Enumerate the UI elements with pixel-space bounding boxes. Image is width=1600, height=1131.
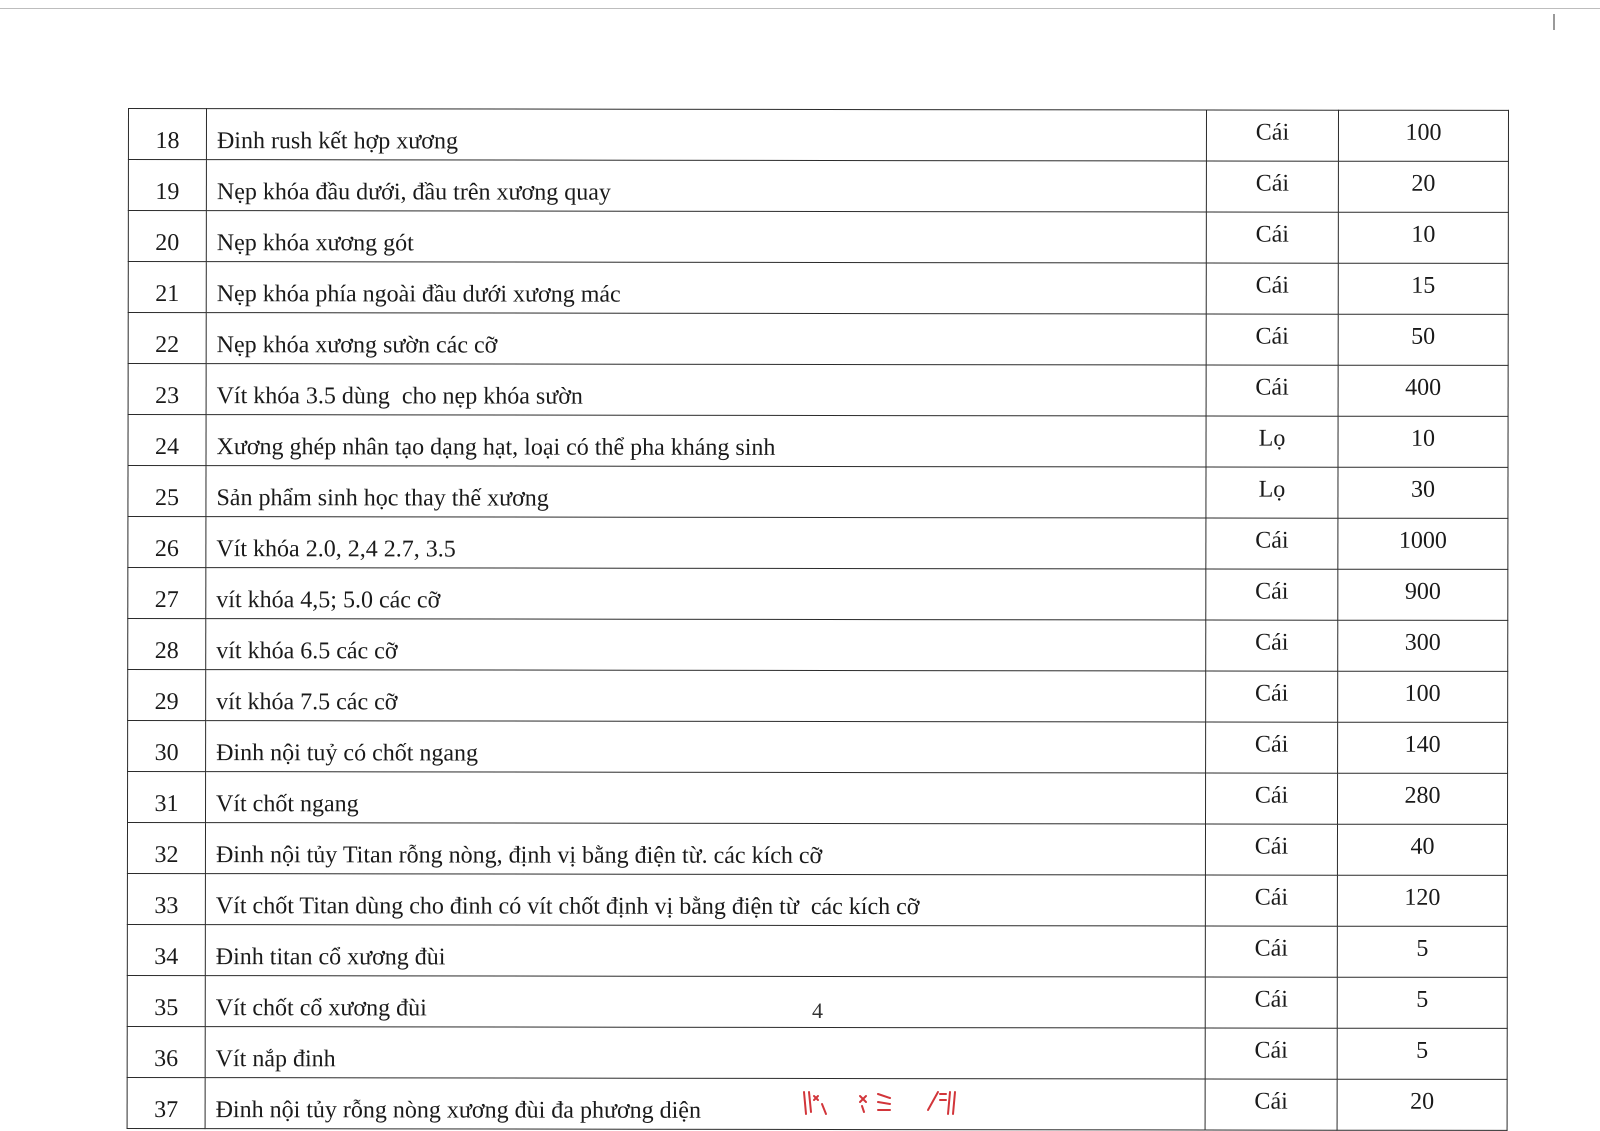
item-name: Đinh titan cổ xương đùi [205, 925, 1205, 977]
table-row [128, 313, 1508, 366]
row-number: 30 [128, 721, 206, 772]
item-unit: Cái [1205, 1079, 1337, 1130]
item-quantity: 300 [1338, 620, 1508, 671]
table-row [128, 517, 1508, 570]
item-quantity: 140 [1338, 722, 1508, 773]
row-number: 29 [128, 670, 206, 721]
item-unit: Cái [1205, 977, 1337, 1028]
row-number: 26 [128, 517, 206, 568]
item-quantity: 5 [1337, 977, 1507, 1028]
table-row [128, 364, 1508, 417]
item-unit: Cái [1206, 110, 1338, 161]
item-unit: Cái [1205, 1028, 1337, 1079]
item-name: Sản phẩm sinh học thay thế xương [206, 466, 1206, 518]
item-quantity: 10 [1338, 212, 1508, 263]
row-number: 32 [127, 823, 205, 874]
item-name: Nẹp khóa đầu dưới, đầu trên xương quay [206, 160, 1206, 212]
item-name: Đinh nội tủy Titan rỗng nòng, định vị bằng điện từ. các kích cỡ [205, 823, 1205, 875]
item-name: Vít nắp đinh [205, 1027, 1205, 1079]
row-number: 35 [127, 975, 205, 1026]
table-row [127, 1026, 1507, 1079]
item-unit: Cái [1206, 620, 1338, 671]
table-row [128, 670, 1508, 723]
table-row [128, 262, 1508, 315]
table-row [127, 823, 1507, 876]
table-row [128, 415, 1508, 468]
row-number: 25 [128, 466, 206, 517]
item-unit: Cái [1206, 722, 1338, 773]
item-quantity: 100 [1338, 110, 1508, 161]
row-number: 18 [128, 109, 206, 160]
scan-mark [1553, 14, 1555, 30]
item-name: Nẹp khóa xương gót [206, 211, 1206, 263]
item-quantity: 20 [1337, 1079, 1507, 1130]
row-number: 24 [128, 415, 206, 466]
item-unit: Cái [1205, 875, 1337, 926]
item-name: Đinh nội tuỷ có chốt ngang [206, 721, 1206, 773]
item-quantity: 100 [1338, 671, 1508, 722]
row-number: 34 [127, 924, 205, 975]
row-number: 22 [128, 313, 206, 364]
table-row [128, 211, 1508, 264]
item-name: Nẹp khóa xương sườn các cỡ [206, 313, 1206, 365]
item-quantity: 1000 [1338, 518, 1508, 569]
row-number: 31 [128, 772, 206, 823]
item-unit: Lọ [1206, 467, 1338, 518]
item-unit: Cái [1206, 518, 1338, 569]
item-unit: Cái [1205, 926, 1337, 977]
item-quantity: 40 [1337, 824, 1507, 875]
table-row [128, 568, 1508, 621]
row-number: 28 [128, 619, 206, 670]
item-quantity: 5 [1337, 926, 1507, 977]
row-number: 21 [128, 262, 206, 313]
item-name: vít khóa 6.5 các cỡ [206, 619, 1206, 671]
row-number: 36 [127, 1026, 205, 1077]
row-number: 37 [127, 1077, 205, 1128]
item-unit: Cái [1206, 773, 1338, 824]
item-unit: Cái [1206, 314, 1338, 365]
row-number: 23 [128, 364, 206, 415]
item-unit: Cái [1205, 824, 1337, 875]
item-unit: Cái [1206, 671, 1338, 722]
row-number: 19 [128, 160, 206, 211]
table-row [127, 873, 1507, 926]
item-quantity: 280 [1338, 773, 1508, 824]
item-name: Xương ghép nhân tạo dạng hạt, loại có thể pha kháng sinh [206, 415, 1206, 467]
item-quantity: 120 [1337, 875, 1507, 926]
row-number: 20 [128, 211, 206, 262]
item-unit: Cái [1206, 365, 1338, 416]
table-row [128, 466, 1508, 519]
item-name: vít khóa 7.5 các cỡ [206, 670, 1206, 722]
table-row [128, 619, 1508, 672]
table-row [127, 924, 1507, 977]
item-name: Vít khóa 2.0, 2,4 2.7, 3.5 [206, 517, 1206, 569]
item-quantity: 50 [1338, 314, 1508, 365]
row-number: 27 [128, 568, 206, 619]
item-name: Vít chốt ngang [206, 772, 1206, 824]
item-name: Vít chốt cổ xương đùi [205, 976, 1205, 1028]
table-row [128, 109, 1508, 162]
item-quantity: 10 [1338, 416, 1508, 467]
item-quantity: 900 [1338, 569, 1508, 620]
item-unit: Cái [1206, 263, 1338, 314]
page-number: 4 [812, 998, 823, 1023]
item-name: Vít khóa 3.5 dùng cho nẹp khóa sườn [206, 364, 1206, 416]
item-quantity: 5 [1337, 1028, 1507, 1079]
item-unit: Lọ [1206, 416, 1338, 467]
scan-edge-line [0, 8, 1600, 9]
row-number: 33 [127, 873, 205, 924]
item-quantity: 15 [1338, 263, 1508, 314]
item-quantity: 30 [1338, 467, 1508, 518]
item-name: Đinh rush kết hợp xương [206, 109, 1206, 161]
item-unit: Cái [1206, 212, 1338, 263]
table-body [127, 109, 1508, 1131]
item-name: Vít chốt Titan dùng cho đinh có vít chốt định vị bằng điện từ các kích cỡ [205, 874, 1205, 926]
item-unit: Cái [1206, 569, 1338, 620]
equipment-table [127, 108, 1509, 1131]
item-name: vít khóa 4,5; 5.0 các cỡ [206, 568, 1206, 620]
item-quantity: 20 [1338, 161, 1508, 212]
item-quantity: 400 [1338, 365, 1508, 416]
table-row [128, 721, 1508, 774]
item-name: Nẹp khóa phía ngoài đầu dưới xương mác [206, 262, 1206, 314]
item-name: Đinh nội tủy rỗng nòng xương đùi đa phương diện [205, 1078, 1205, 1130]
table-row [128, 160, 1508, 213]
table-row [128, 772, 1508, 825]
item-unit: Cái [1206, 161, 1338, 212]
red-stamp-fragment [800, 1090, 980, 1118]
